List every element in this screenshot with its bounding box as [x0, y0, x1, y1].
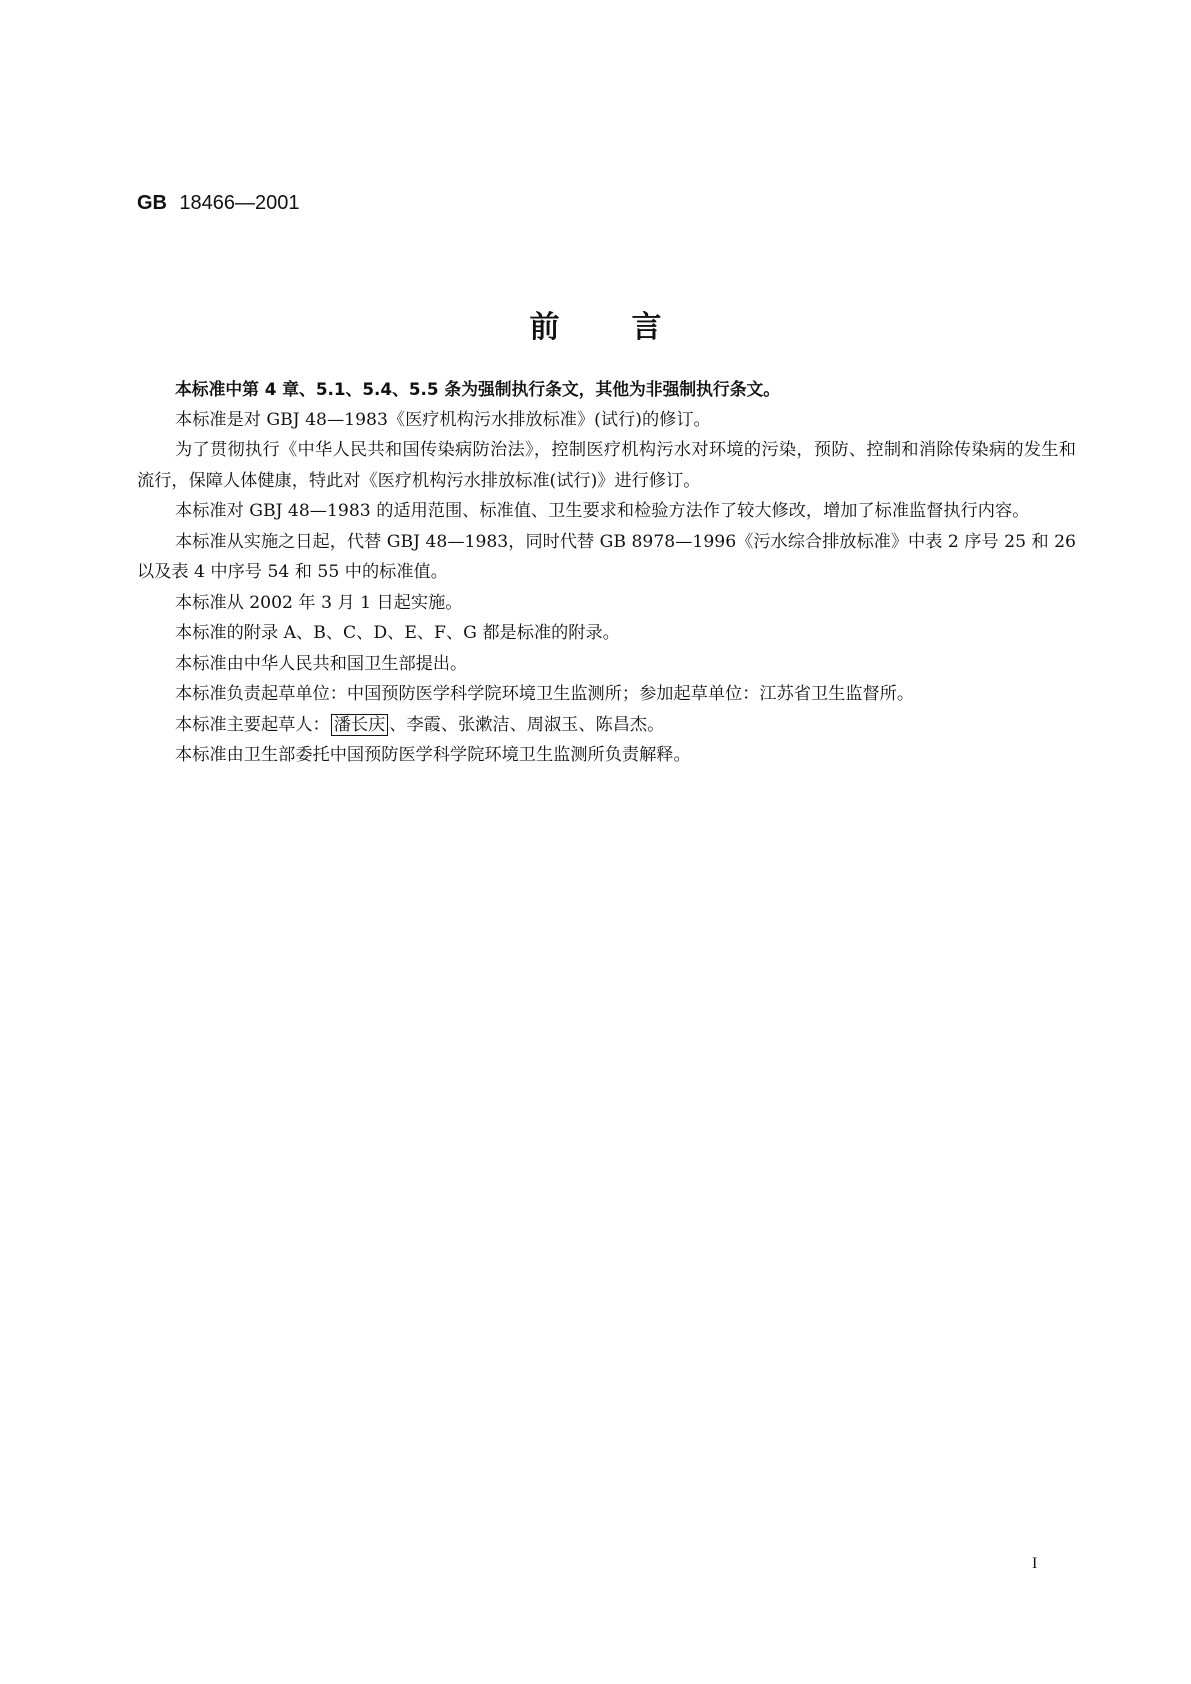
page-number: I	[1032, 1555, 1038, 1572]
main-drafters-rest: 、李霞、张漱洁、周淑玉、陈昌杰。	[389, 714, 665, 735]
boxed-drafter-name: 潘长庆	[331, 714, 389, 736]
purpose-paragraph: 为了贯彻执行《中华人民共和国传染病防治法》，控制医疗机构污水对环境的污染，预防、控制和消除传染病的发生和流行，保障人体健康，特此对《医疗机构污水排放标准(试行)》进行修订。	[137, 440, 1076, 491]
foreword-content	[137, 374, 1076, 771]
mandatory-clause-paragraph: 本标准中第 4 章、5.1、5.4、5.5 条为强制执行条文，其他为非强制执行条文。	[175, 379, 781, 399]
interpretation-paragraph: 本标准由卫生部委托中国预防医学科学院环境卫生监测所负责解释。	[175, 745, 691, 765]
main-drafters-prefix: 本标准主要起草人：	[175, 714, 330, 735]
standard-number: 18466—2001	[179, 192, 300, 214]
modification-paragraph: 本标准对 GBJ 48—1983 的适用范围、标准值、卫生要求和检验方法作了较大修改，增加了标准监督执行内容。	[175, 501, 1030, 521]
appendix-paragraph: 本标准的附录 A、B、C、D、E、F、G 都是标准的附录。	[175, 623, 620, 643]
standard-prefix: GB	[137, 192, 167, 214]
main-drafters-paragraph	[137, 710, 1076, 741]
replacement-paragraph: 本标准从实施之日起，代替 GBJ 48—1983，同时代替 GB 8978—1996《污水综合排放标准》中表 2 序号 25 和 26 以及表 4 中序号 54 和 55 中的标准值。	[137, 531, 1076, 582]
effective-date-paragraph: 本标准从 2002 年 3 月 1 日起实施。	[175, 592, 463, 613]
revision-paragraph: 本标准是对 GBJ 48—1983《医疗机构污水排放标准》(试行)的修订。	[175, 409, 711, 430]
proposer-paragraph: 本标准由中华人民共和国卫生部提出。	[175, 653, 468, 674]
page-title: 前言	[529, 310, 734, 345]
drafting-unit-paragraph: 本标准负责起草单位：中国预防医学科学院环境卫生监测所；参加起草单位：江苏省卫生监督所。	[175, 684, 915, 704]
standard-header	[137, 190, 299, 215]
